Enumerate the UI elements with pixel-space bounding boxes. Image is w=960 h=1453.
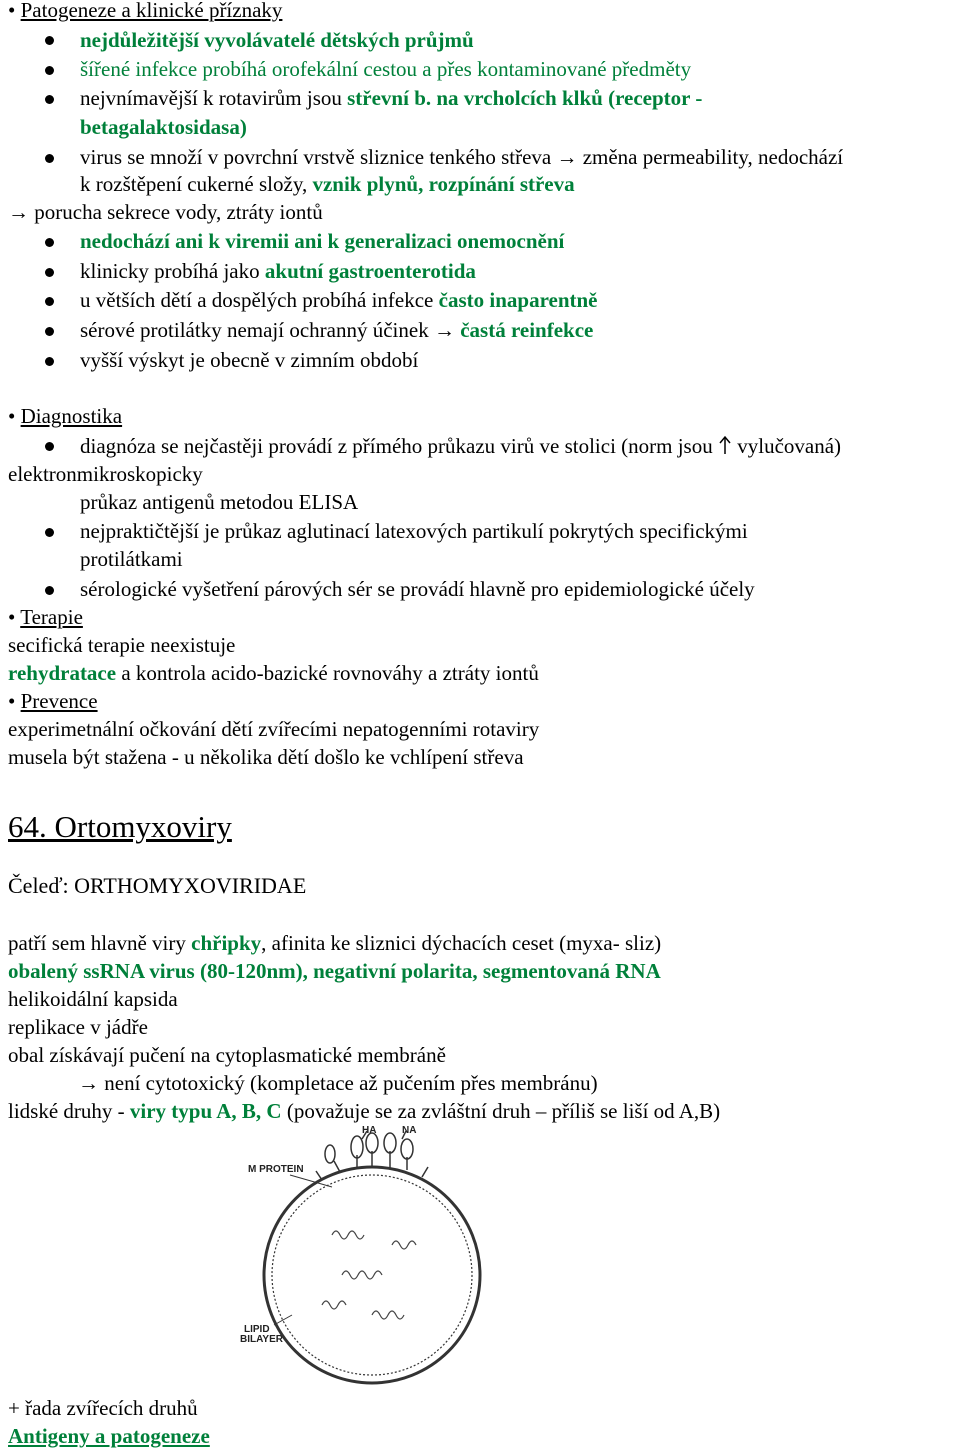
list-item: diagnóza se nejčastěji provádí z přímého průkazu virů ve stolici (norm jsou vylučovaná) <box>80 434 842 458</box>
list-item: nejvnímavější k rotavirům jsou střevní b. na vrcholcích klků (receptor - <box>80 86 703 110</box>
surface-spikes <box>316 1131 428 1180</box>
bullet <box>45 357 54 366</box>
list-item: sérologické vyšetření párových sér se provádí hlavně pro epidemiologické účely <box>80 577 755 601</box>
label-lipid: LIPID <box>244 1324 270 1335</box>
label-na: NA <box>402 1125 417 1136</box>
list-item-cont: protilátkami <box>80 547 183 571</box>
list-item-cont: betagalaktosidasa) <box>80 115 247 139</box>
virus-diagram <box>222 1125 522 1395</box>
family-name: Čeleď: ORTHOMYXOVIRIDAE <box>8 873 307 898</box>
bullet <box>45 327 54 336</box>
bullet <box>45 66 54 75</box>
bullet <box>45 154 54 163</box>
label-m-protein: M PROTEIN <box>248 1164 304 1175</box>
list-item: vyšší výskyt je obecně v zimním období <box>80 348 419 372</box>
pointer-line <box>274 1315 292 1325</box>
rna-segments <box>322 1231 416 1319</box>
list-item-cont: elektronmikroskopicky <box>8 462 203 486</box>
bullet <box>45 586 54 595</box>
paragraph: lidské druhy - viry typu A, B, C (považuje se za zvláštní druh – příliš se liší od A,B) <box>8 1099 721 1123</box>
list-item: nejdůležitější vyvolávatelé dětských průjmů <box>80 28 474 52</box>
paragraph: obal získávají pučení na cytoplasmatické membráně <box>8 1043 446 1067</box>
list-item: u větších dětí a dospělých probíhá infekce často inaparentně <box>80 288 598 312</box>
paragraph: replikace v jádře <box>8 1015 148 1039</box>
list-item-cont: → porucha sekrece vody, ztráty iontů <box>8 200 323 224</box>
label-bilayer: BILAYER <box>240 1334 283 1345</box>
paragraph: helikoidální kapsida <box>8 987 178 1011</box>
bullet <box>45 238 54 247</box>
list-item: nedochází ani k viremii ani k generalizaci onemocnění <box>80 229 565 253</box>
paragraph: → není cytotoxický (kompletace až pučením přes membránu) <box>78 1071 598 1095</box>
paragraph: musela být stažena - u několika dětí došlo ke vchlípení střeva <box>8 745 524 769</box>
list-item-cont: k rozštěpení cukerné složy, vznik plynů, rozpínání střeva <box>80 172 575 196</box>
paragraph: patří sem hlavně viry chřipky, afinita ke sliznici dýchacích ceset (myxa- sliz) <box>8 931 662 955</box>
paragraph: + řada zvířecích druhů <box>8 1396 198 1420</box>
section-heading-prevence: • Prevence <box>8 689 98 713</box>
paragraph: rehydratace a kontrola acido-bazické rovnováhy a ztráty iontů <box>8 661 539 685</box>
list-item: klinicky probíhá jako akutní gastroenterotida <box>80 259 476 283</box>
arrow-up-icon <box>718 435 732 455</box>
bullet <box>45 95 54 104</box>
bullet <box>45 442 54 451</box>
section-heading-terapie: • Terapie <box>8 605 83 629</box>
section-heading-antigeny: Antigeny a patogeneze <box>8 1424 210 1448</box>
list-item: sérové protilátky nemají ochranný účinek → častá reinfekce <box>80 318 594 342</box>
bullet <box>45 268 54 277</box>
label-ha: HA <box>362 1125 377 1136</box>
section-heading-diagnostika: • Diagnostika <box>8 404 123 428</box>
bullet <box>45 36 54 45</box>
paragraph: obalený ssRNA virus (80-120nm), negativní polarita, segmentovaná RNA <box>8 959 661 983</box>
virion-envelope <box>264 1167 480 1383</box>
list-item: virus se množí v povrchní vrstvě sliznice tenkého střeva → změna permeability, nedochází <box>80 145 844 169</box>
list-item-cont: průkaz antigenů metodou ELISA <box>80 490 359 514</box>
bullet <box>45 297 54 306</box>
paragraph: experimetnální očkování dětí zvířecími nepatogenními rotaviry <box>8 717 540 741</box>
section-heading-patogeneze: • Patogeneze a klinické příznaky <box>8 0 283 22</box>
list-item: nejpraktičtější je průkaz aglutinací latexových partikulí pokrytých specifickými <box>80 519 748 543</box>
paragraph: secifická terapie neexistuje <box>8 633 236 657</box>
bullet <box>45 528 54 537</box>
chapter-title: 64. Ortomyxoviry <box>8 809 232 844</box>
list-item: šířené infekce probíhá orofekální cestou a přes kontaminované předměty <box>80 57 692 81</box>
